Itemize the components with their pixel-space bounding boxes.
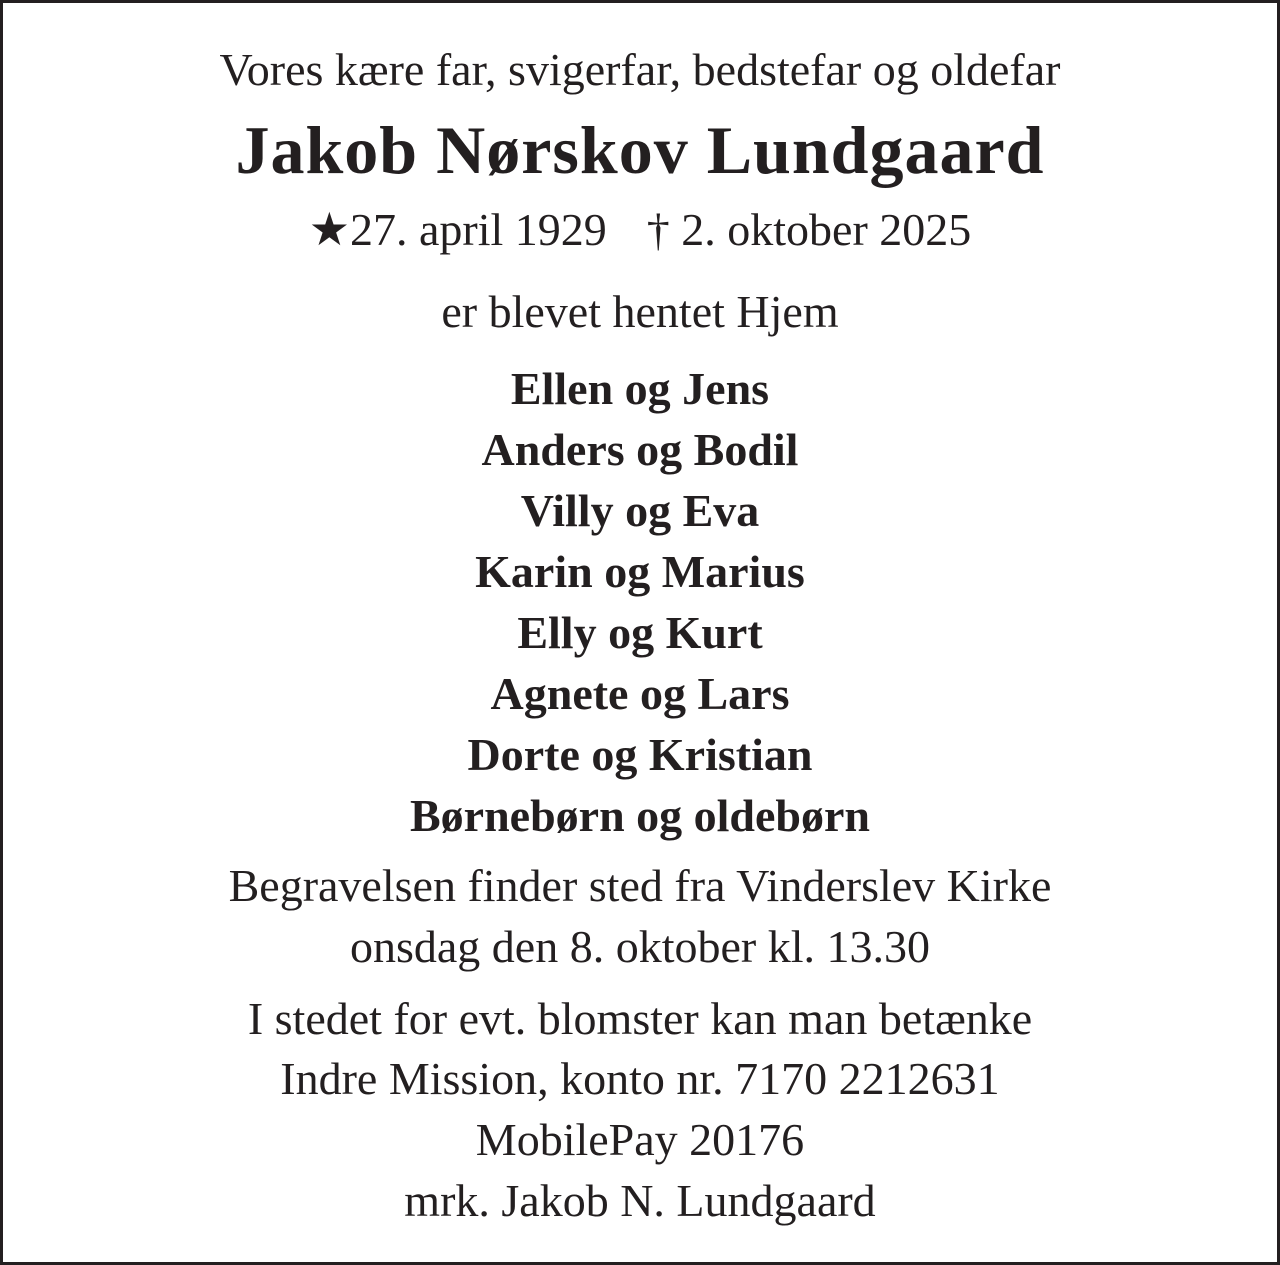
star-icon: ★ [308, 204, 350, 255]
memorial-text: I stedet for evt. blomster kan man betænke [247, 993, 1033, 1044]
mourner-item: Villy og Eva [520, 485, 760, 536]
deceased-name: Jakob Nørskov Lundgaard [235, 112, 1045, 188]
dagger-icon: † [646, 204, 670, 255]
funeral-time: onsdag den 8. oktober kl. 13.30 [349, 921, 931, 972]
birth-date: 27. april 1929 [349, 204, 607, 255]
mourner-item: Dorte og Kristian [467, 729, 813, 780]
mourner-item: Karin og Marius [475, 546, 805, 597]
mourner-item: Anders og Bodil [481, 424, 799, 475]
intro-text: Vores kære far, svigerfar, bedstefar og oldefar [219, 44, 1061, 95]
mourner-item: Elly og Kurt [517, 607, 763, 658]
hentet-text: er blevet hentet Hjem [441, 286, 839, 337]
death-date: 2. oktober 2025 [681, 204, 972, 255]
memorial-account: Indre Mission, konto nr. 7170 2212631 [280, 1053, 1000, 1104]
memorial-reference: mrk. Jakob N. Lundgaard [404, 1175, 876, 1226]
mourner-item: Børnebørn og oldebørn [409, 790, 871, 841]
mourners-list [3, 358, 1277, 846]
mourner-item: Agnete og Lars [490, 668, 790, 719]
mourner-item: Ellen og Jens [510, 363, 770, 414]
memorial-mobilepay: MobilePay 20176 [475, 1114, 805, 1165]
life-dates [3, 204, 1277, 255]
funeral-location: Begravelsen finder sted fra Vinderslev Kirke [228, 860, 1052, 911]
